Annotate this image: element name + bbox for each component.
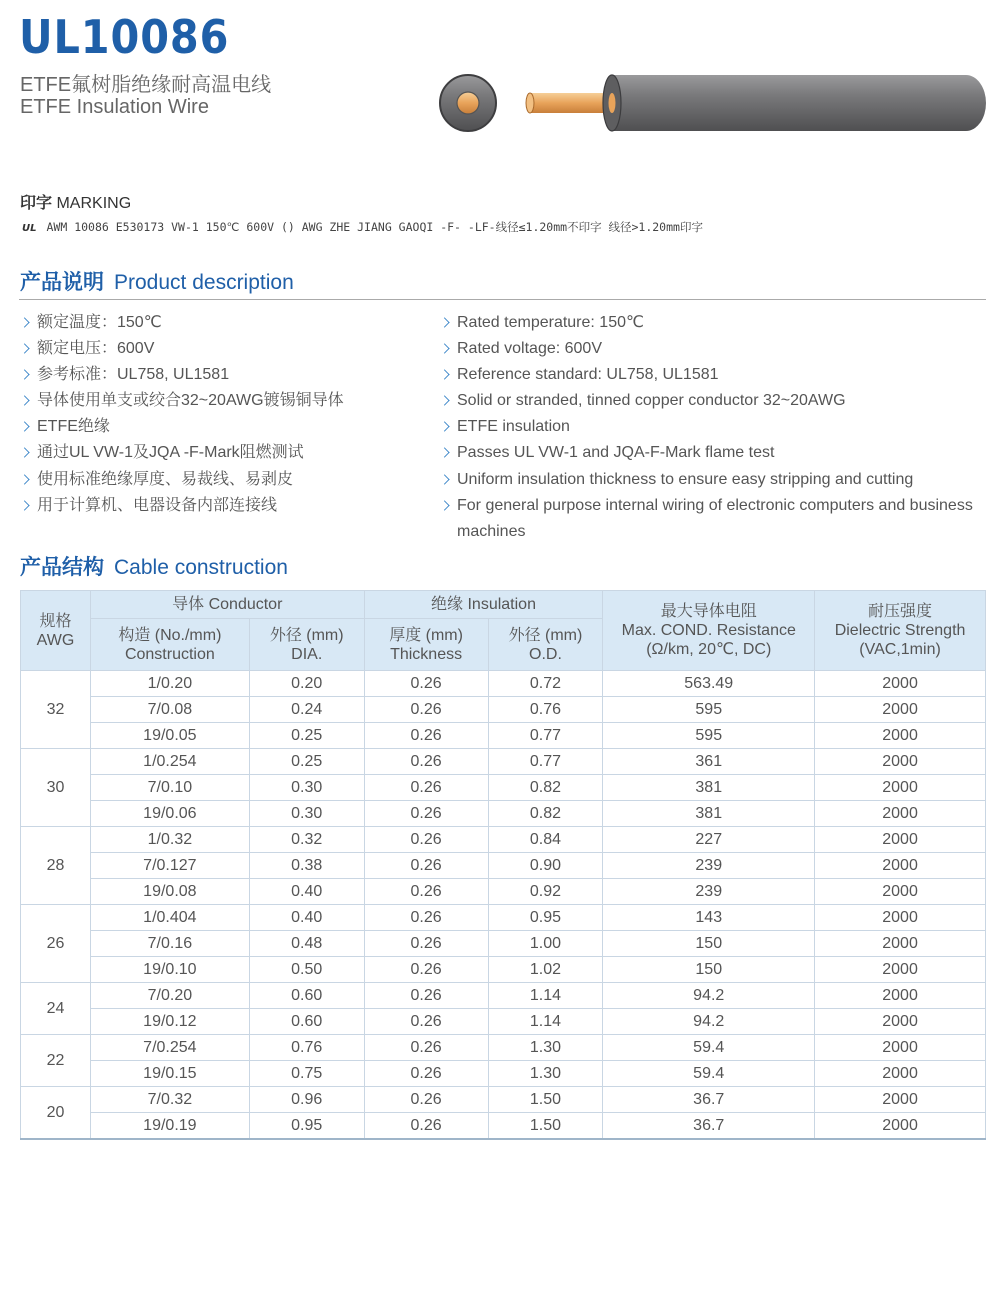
table-cell: 239 <box>603 879 815 905</box>
marking-text-line <box>22 222 703 234</box>
table-cell: 239 <box>603 853 815 879</box>
table-cell: 19/0.06 <box>90 801 249 827</box>
header-insulation: 绝缘 Insulation <box>364 591 603 619</box>
header-awg <box>21 591 91 671</box>
header-text: AWG <box>36 631 75 649</box>
table-cell: 0.26 <box>364 957 488 983</box>
table-cell: 2000 <box>815 801 986 827</box>
table-cell: 2000 <box>815 723 986 749</box>
table-row <box>21 853 986 879</box>
list-item <box>20 365 344 391</box>
table-cell: 0.26 <box>364 1113 488 1140</box>
description-list-en <box>440 313 990 545</box>
table-cell: 381 <box>603 801 815 827</box>
header-text: O.D. <box>529 645 562 663</box>
table-cell: 0.77 <box>488 723 603 749</box>
list-item-text: ETFE insulation <box>457 418 570 436</box>
list-item <box>20 417 344 443</box>
table-cell: 0.25 <box>249 749 364 775</box>
table-cell: 2000 <box>815 697 986 723</box>
marking-text: AWM 10086 E530173 VW-1 150℃ 600V () AWG ZHE JIANG GAOQI -F- -LF-线径≤1.20mm不印字 线径>1.20mm印字 <box>46 220 703 234</box>
header-text: 厚度 (mm) <box>389 626 463 644</box>
table-cell: 7/0.254 <box>90 1035 249 1061</box>
table-cell: 94.2 <box>603 1009 815 1035</box>
table-cell: 0.26 <box>364 983 488 1009</box>
table-cell: 0.26 <box>364 775 488 801</box>
table-row <box>21 905 986 931</box>
awg-cell: 22 <box>21 1035 91 1087</box>
list-item <box>440 443 990 469</box>
chevron-right-icon <box>19 344 29 354</box>
table-cell: 7/0.32 <box>90 1087 249 1113</box>
marking-heading <box>20 196 131 212</box>
table-cell: 143 <box>603 905 815 931</box>
table-cell: 0.76 <box>488 697 603 723</box>
header-od <box>488 619 603 671</box>
table-cell: 0.92 <box>488 879 603 905</box>
list-item-text: Uniform insulation thickness to ensure easy stripping and cutting <box>457 470 914 488</box>
table-cell: 7/0.08 <box>90 697 249 723</box>
table-row <box>21 931 986 957</box>
table-cell: 0.40 <box>249 905 364 931</box>
table-cell: 19/0.19 <box>90 1113 249 1140</box>
table-cell: 0.82 <box>488 801 603 827</box>
list-item-text: Solid or stranded, tinned copper conductor 32~20AWG <box>457 392 846 410</box>
table-cell: 1/0.254 <box>90 749 249 775</box>
table-cell: 0.90 <box>488 853 603 879</box>
table-cell: 1.02 <box>488 957 603 983</box>
wire-illustration <box>430 60 990 140</box>
chevron-right-icon <box>439 422 449 432</box>
table-cell: 19/0.15 <box>90 1061 249 1087</box>
chevron-right-icon <box>439 448 449 458</box>
table-cell: 595 <box>603 723 815 749</box>
table-cell: 2000 <box>815 983 986 1009</box>
list-item-text: Rated voltage: 600V <box>457 340 602 358</box>
table-cell: 1.30 <box>488 1061 603 1087</box>
table-row <box>21 697 986 723</box>
header-text: 外径 (mm) <box>508 626 583 644</box>
table-cell: 2000 <box>815 671 986 697</box>
table-row <box>21 957 986 983</box>
list-item-text: Rated temperature: 150℃ <box>457 314 644 331</box>
table-cell: 0.26 <box>364 853 488 879</box>
table-cell: 7/0.20 <box>90 983 249 1009</box>
list-item-text: 导体使用单支或绞合32~20AWG镀锡铜导体 <box>37 392 344 410</box>
table-cell: 0.95 <box>249 1113 364 1140</box>
list-item-text: Passes UL VW-1 and JQA-F-Mark flame test <box>457 444 775 462</box>
awg-cell: 30 <box>21 749 91 827</box>
table-cell: 0.26 <box>364 723 488 749</box>
table-cell: 0.30 <box>249 775 364 801</box>
table-cell: 0.32 <box>249 827 364 853</box>
table-cell: 0.26 <box>364 801 488 827</box>
list-item <box>20 470 344 496</box>
table-cell: 2000 <box>815 749 986 775</box>
table-row <box>21 827 986 853</box>
table-cell: 0.26 <box>364 1087 488 1113</box>
table-row <box>21 1009 986 1035</box>
table-cell: 59.4 <box>603 1061 815 1087</box>
list-item <box>20 496 344 522</box>
table-cell: 0.75 <box>249 1061 364 1087</box>
table-cell: 2000 <box>815 905 986 931</box>
table-row <box>21 801 986 827</box>
table-cell: 2000 <box>815 827 986 853</box>
table-cell: 7/0.127 <box>90 853 249 879</box>
table-cell: 0.82 <box>488 775 603 801</box>
table-cell: 0.72 <box>488 671 603 697</box>
subtitle-english: ETFE Insulation Wire <box>20 96 209 118</box>
table-cell: 150 <box>603 957 815 983</box>
table-cell: 36.7 <box>603 1113 815 1140</box>
subtitle-chinese: ETFE氟树脂绝缘耐高温电线 <box>20 74 272 96</box>
list-item-text: For general purpose internal wiring of electronic computers and business machines <box>457 496 973 540</box>
header-text: 最大导体电阻 <box>660 603 757 620</box>
table-cell: 1.14 <box>488 1009 603 1035</box>
list-item <box>20 391 344 417</box>
list-item-text: 使用标准绝缘厚度、易裁线、易剥皮 <box>37 470 294 488</box>
table-cell: 2000 <box>815 1035 986 1061</box>
list-item <box>20 339 344 365</box>
table-cell: 0.77 <box>488 749 603 775</box>
table-cell: 0.26 <box>364 1061 488 1087</box>
list-item <box>440 313 990 339</box>
list-item <box>20 443 344 469</box>
cable-construction-title-cn: 产品结构 <box>20 556 104 579</box>
table-cell: 0.26 <box>364 1035 488 1061</box>
table-cell: 2000 <box>815 1113 986 1140</box>
marking-label-cn: 印字 <box>20 195 53 212</box>
marking-label-en: MARKING <box>56 195 132 212</box>
table-cell: 0.24 <box>249 697 364 723</box>
description-list-cn <box>20 313 344 522</box>
header-text: 规格 <box>39 612 72 630</box>
table-cell: 7/0.10 <box>90 775 249 801</box>
table-cell: 2000 <box>815 957 986 983</box>
chevron-right-icon <box>439 317 449 327</box>
table-cell: 1/0.20 <box>90 671 249 697</box>
awg-cell: 32 <box>21 671 91 749</box>
table-cell: 0.26 <box>364 905 488 931</box>
wire-cross-section-icon <box>440 75 496 131</box>
list-item-text: Reference standard: UL758, UL1581 <box>457 366 719 384</box>
table-cell: 19/0.10 <box>90 957 249 983</box>
list-item-text: 用于计算机、电器设备内部连接线 <box>37 496 278 514</box>
chevron-right-icon <box>19 317 29 327</box>
header-thickness <box>364 619 488 671</box>
header-text: Construction <box>124 645 215 663</box>
table-cell: 595 <box>603 697 815 723</box>
chevron-right-icon <box>439 370 449 380</box>
chevron-right-icon <box>19 474 29 484</box>
table-cell: 0.30 <box>249 801 364 827</box>
table-cell: 361 <box>603 749 815 775</box>
chevron-right-icon <box>19 396 29 406</box>
table-cell: 0.60 <box>249 1009 364 1035</box>
list-item <box>440 391 990 417</box>
list-item-text: 额定温度：150℃ <box>37 314 162 331</box>
table-cell: 0.76 <box>249 1035 364 1061</box>
table-cell: 1.14 <box>488 983 603 1009</box>
table-cell: 19/0.08 <box>90 879 249 905</box>
table-cell: 0.25 <box>249 723 364 749</box>
header-dielectric <box>815 591 986 671</box>
header-text: Max. COND. Resistance <box>621 622 796 639</box>
header-text: Thickness <box>390 645 463 663</box>
ul-logo-icon: UL <box>22 223 37 234</box>
chevron-right-icon <box>439 396 449 406</box>
table-cell: 59.4 <box>603 1035 815 1061</box>
header-conductor: 导体 Conductor <box>90 591 364 619</box>
cable-construction-heading <box>20 557 288 578</box>
table-cell: 19/0.05 <box>90 723 249 749</box>
header-resistance <box>603 591 815 671</box>
awg-cell: 28 <box>21 827 91 905</box>
table-cell: 381 <box>603 775 815 801</box>
table-cell: 1/0.32 <box>90 827 249 853</box>
chevron-right-icon <box>19 370 29 380</box>
table-cell: 0.84 <box>488 827 603 853</box>
table-cell: 0.26 <box>364 697 488 723</box>
table-cell: 19/0.12 <box>90 1009 249 1035</box>
table-body <box>21 671 986 1140</box>
table-cell: 0.26 <box>364 1009 488 1035</box>
table-row <box>21 671 986 697</box>
table-cell: 0.26 <box>364 931 488 957</box>
table-cell: 1.30 <box>488 1035 603 1061</box>
table-cell: 0.20 <box>249 671 364 697</box>
table-cell: 0.26 <box>364 827 488 853</box>
chevron-right-icon <box>19 422 29 432</box>
chevron-right-icon <box>439 344 449 354</box>
table-cell: 2000 <box>815 1061 986 1087</box>
table-cell: 0.50 <box>249 957 364 983</box>
table-row <box>21 1061 986 1087</box>
chevron-right-icon <box>439 500 449 510</box>
table-cell: 2000 <box>815 853 986 879</box>
table-cell: 0.95 <box>488 905 603 931</box>
table-cell: 0.96 <box>249 1087 364 1113</box>
table-row <box>21 1087 986 1113</box>
header-text: Dielectric Strength <box>834 622 966 639</box>
table-row <box>21 1035 986 1061</box>
table-cell: 563.49 <box>603 671 815 697</box>
list-item-text: ETFE绝缘 <box>37 418 110 436</box>
table-cell: 0.26 <box>364 879 488 905</box>
awg-cell: 24 <box>21 983 91 1035</box>
header-text: 外径 (mm) <box>269 626 344 644</box>
header-text: 耐压强度 <box>868 603 933 620</box>
table-cell: 1/0.404 <box>90 905 249 931</box>
awg-cell: 26 <box>21 905 91 983</box>
list-item-text: 参考标准：UL758, UL1581 <box>37 366 230 384</box>
table-cell: 2000 <box>815 775 986 801</box>
chevron-right-icon <box>439 474 449 484</box>
table-row <box>21 723 986 749</box>
table-cell: 1.50 <box>488 1113 603 1140</box>
header-dia <box>249 619 364 671</box>
table-row <box>21 749 986 775</box>
table-cell: 0.48 <box>249 931 364 957</box>
list-item <box>440 493 990 545</box>
header-text: (VAC,1min) <box>859 641 941 658</box>
chevron-right-icon <box>19 500 29 510</box>
wire-side-view-icon <box>526 75 986 131</box>
table-cell: 0.26 <box>364 671 488 697</box>
table-cell: 2000 <box>815 931 986 957</box>
table-cell: 7/0.16 <box>90 931 249 957</box>
list-item <box>440 365 990 391</box>
product-description-heading <box>20 272 294 293</box>
table-cell: 227 <box>603 827 815 853</box>
product-model-title: UL10086 <box>19 10 230 64</box>
table-row <box>21 1113 986 1140</box>
table-cell: 0.40 <box>249 879 364 905</box>
table-cell: 2000 <box>815 879 986 905</box>
table-cell: 2000 <box>815 1087 986 1113</box>
list-item <box>20 313 344 339</box>
table-row <box>21 983 986 1009</box>
table-cell: 150 <box>603 931 815 957</box>
product-description-title-en: Product description <box>114 271 294 294</box>
table-cell: 2000 <box>815 1009 986 1035</box>
list-item-text: 通过UL VW-1及JQA -F-Mark阻燃测试 <box>37 444 304 462</box>
chevron-right-icon <box>19 448 29 458</box>
table-cell: 1.00 <box>488 931 603 957</box>
list-item <box>440 339 990 365</box>
table-cell: 0.26 <box>364 749 488 775</box>
table-cell: 94.2 <box>603 983 815 1009</box>
table-cell: 0.38 <box>249 853 364 879</box>
table-cell: 0.60 <box>249 983 364 1009</box>
header-text: (Ω/km, 20℃, DC) <box>646 641 772 658</box>
list-item-text: 额定电压：600V <box>37 340 155 358</box>
header-construction <box>90 619 249 671</box>
table-cell: 36.7 <box>603 1087 815 1113</box>
header-text: DIA. <box>291 645 323 663</box>
awg-cell: 20 <box>21 1087 91 1140</box>
list-item <box>440 417 990 443</box>
header-text: 构造 (No./mm) <box>118 626 222 644</box>
table-row <box>21 879 986 905</box>
cable-construction-title-en: Cable construction <box>114 556 288 579</box>
table-row <box>21 775 986 801</box>
product-description-title-cn: 产品说明 <box>20 271 104 294</box>
section-divider <box>19 299 986 300</box>
table-cell: 1.50 <box>488 1087 603 1113</box>
cable-construction-table <box>20 590 986 1140</box>
